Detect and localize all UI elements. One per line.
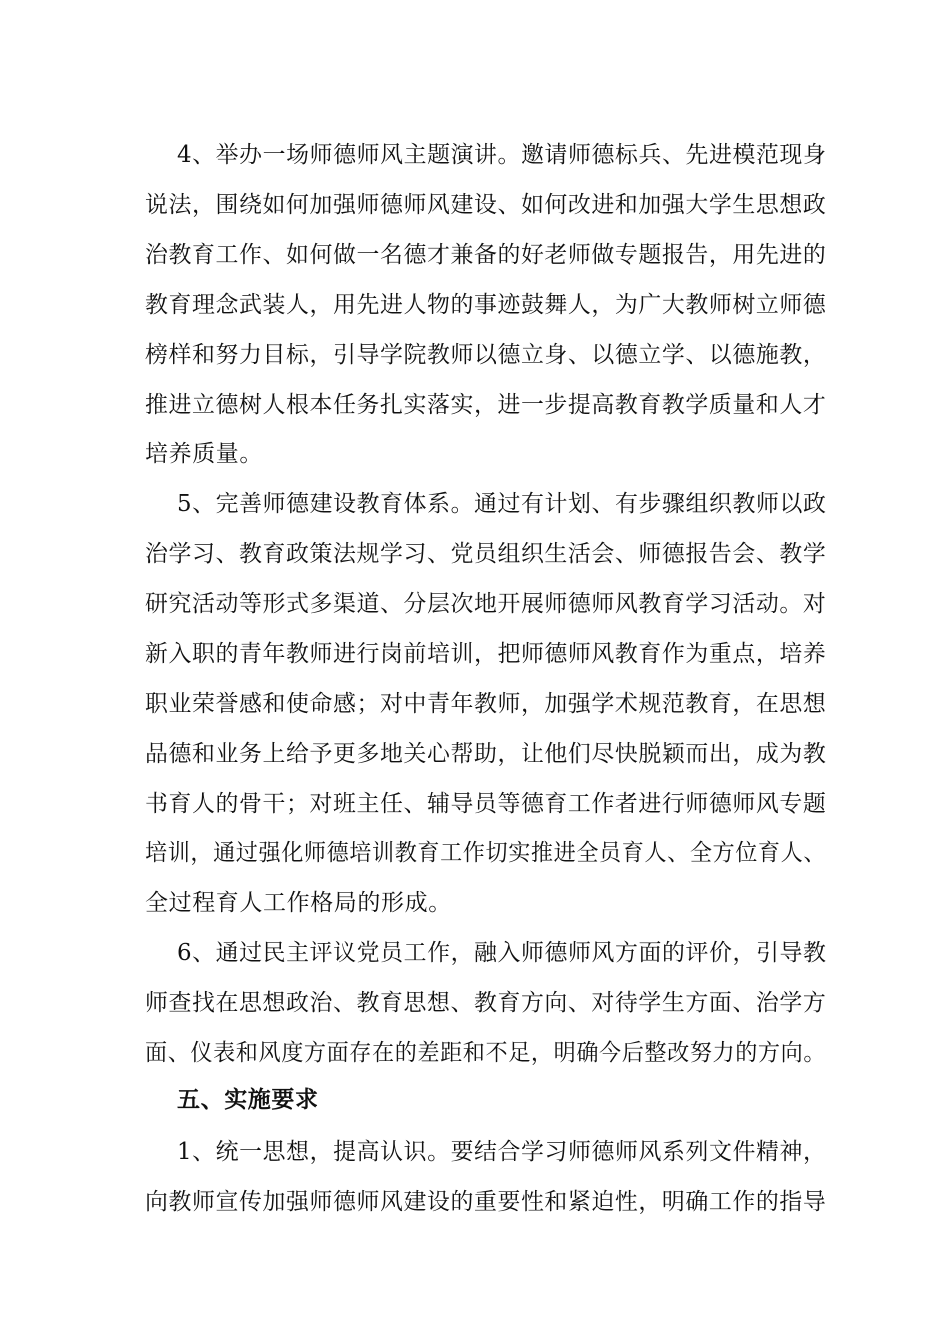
paragraph-5-line-1: 5、完善师德建设教育体系。通过有计划、有步骤组织教师以政 <box>177 491 827 517</box>
paragraph-5-line-7: 书育人的骨干；对班主任、辅导员等德育工作者进行师德师风专题 <box>145 791 827 817</box>
paragraph-5-line-8: 培训，通过强化师德培训教育工作切实推进全员育人、全方位育人、 <box>145 840 827 866</box>
paragraph-5-line-2: 治学习、教育政策法规学习、党员组织生活会、师德报告会、教学 <box>145 541 827 567</box>
paragraph-4-line-4: 教育理念武装人，用先进人物的事迹鼓舞人，为广大教师树立师德 <box>145 292 827 318</box>
paragraph-4-line-7: 培养质量。 <box>145 441 263 467</box>
paragraph-5-line-5: 职业荣誉感和使命感；对中青年教师，加强学术规范教育，在思想 <box>145 691 827 717</box>
paragraph-4-line-5: 榜样和努力目标，引导学院教师以德立身、以德立学、以德施教， <box>145 342 827 368</box>
paragraph-5-line-6: 品德和业务上给予更多地关心帮助，让他们尽快脱颖而出，成为教 <box>145 741 827 767</box>
paragraph-5-line-3: 研究活动等形式多渠道、分层次地开展师德师风教育学习活动。对 <box>145 591 827 617</box>
paragraph-6-line-1: 6、通过民主评议党员工作，融入师德师风方面的评价，引导教 <box>177 940 827 966</box>
section-heading: 五、实施要求 <box>177 1087 319 1113</box>
paragraph-6-line-3: 面、仪表和风度方面存在的差距和不足，明确今后整改努力的方向。 <box>145 1040 827 1066</box>
paragraph-5-line-4: 新入职的青年教师进行岗前培训，把师德师风教育作为重点，培养 <box>145 641 827 667</box>
paragraph-4-line-2: 说法，围绕如何加强师德师风建设、如何改进和加强大学生思想政 <box>145 192 827 218</box>
paragraph-4-line-3: 治教育工作、如何做一名德才兼备的好老师做专题报告，用先进的 <box>145 242 827 268</box>
paragraph-4-line-1: 4、举办一场师德师风主题演讲。邀请师德标兵、先进模范现身 <box>177 142 827 168</box>
paragraph-5-line-9: 全过程育人工作格局的形成。 <box>145 890 452 916</box>
requirement-1-line-2: 向教师宣传加强师德师风建设的重要性和紧迫性，明确工作的指导 <box>145 1189 827 1215</box>
paragraph-6-line-2: 师查找在思想政治、教育思想、教育方向、对待学生方面、治学方 <box>145 990 827 1016</box>
requirement-1-line-1: 1、统一思想，提高认识。要结合学习师德师风系列文件精神， <box>177 1139 827 1165</box>
paragraph-4-line-6: 推进立德树人根本任务扎实落实，进一步提高教育教学质量和人才 <box>145 392 827 418</box>
